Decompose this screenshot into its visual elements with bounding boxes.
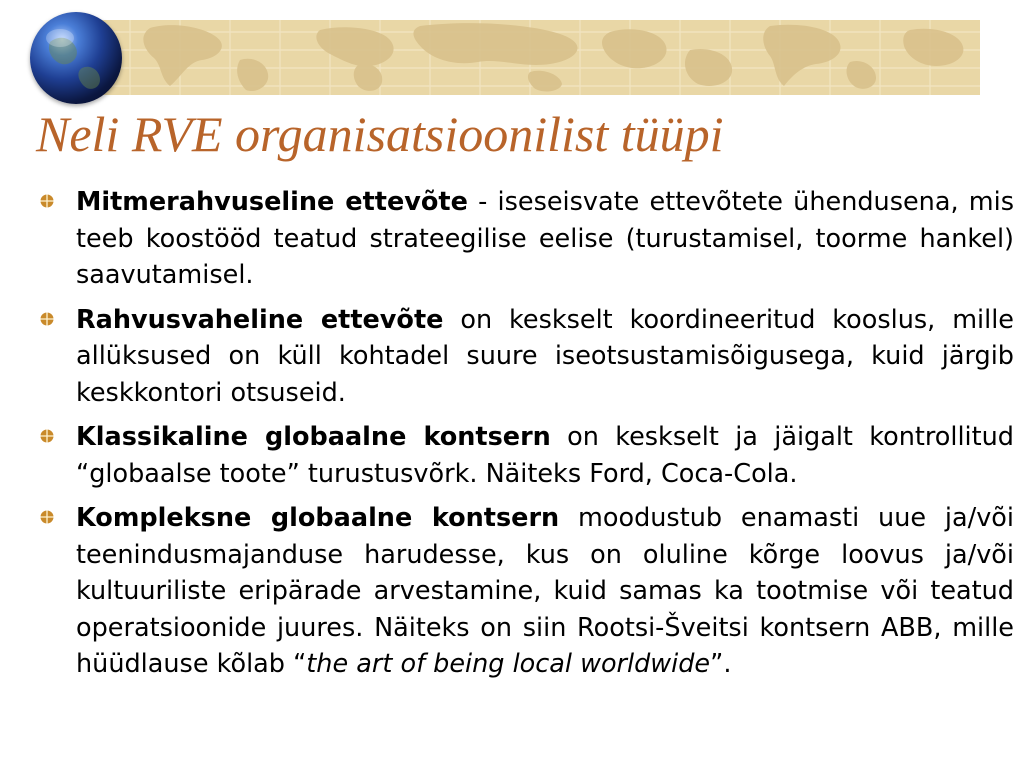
world-map-banner: [90, 20, 980, 95]
list-item: [40, 419, 1014, 492]
item-term: Rahvusvaheline ettevõte: [76, 304, 444, 335]
item-text: - iseseisvate ettevõtete ühendusena, mis teeb koostööd teatud strateegilise eelise (turustamisel, toorme hankel) saavutamisel.: [76, 187, 1014, 290]
item-text: moodustub enamasti uue ja/või teenindusmajanduse harudesse, kus on oluline kõrge loovus ja/või kultuuriliste eripärade arvestamine, kuid samas ka tootmise või teatud operatsioonide juures. Näiteks on siin Rootsi-Šveitsi kontsern ABB, mille hüüdlause kõlab “: [76, 503, 1014, 679]
slide-title: Neli RVE organisatsioonilist tüüpi: [36, 106, 724, 162]
bullet-disc-icon: [40, 312, 54, 326]
item-term: Mitmerahvuseline ettevõte: [76, 187, 468, 217]
list-item: [40, 500, 1014, 683]
item-term: Klassikaline globaalne kontsern: [76, 422, 551, 452]
bullet-list: [40, 184, 1014, 691]
bullet-disc-icon: [40, 429, 54, 443]
list-item: [40, 302, 1014, 412]
item-tail: ”.: [710, 649, 732, 679]
item-text: on keskselt ja jäigalt kontrollitud “globaalse toote” turustusvõrk. Näiteks Ford, Coca-Cola.: [76, 422, 1014, 489]
item-text: on keskselt koordineeritud kooslus, mille allüksused on küll kohtadel suure iseotsustamisõigusega, kuid järgib keskkontori otsuseid.: [76, 304, 1014, 408]
globe-icon: [30, 12, 122, 104]
bullet-disc-icon: [40, 510, 54, 524]
list-item: [40, 184, 1014, 294]
bullet-disc-icon: [40, 194, 54, 208]
item-term: Kompleksne globaalne kontsern: [76, 503, 560, 533]
item-emphasis: the art of being local worldwide: [306, 649, 711, 679]
